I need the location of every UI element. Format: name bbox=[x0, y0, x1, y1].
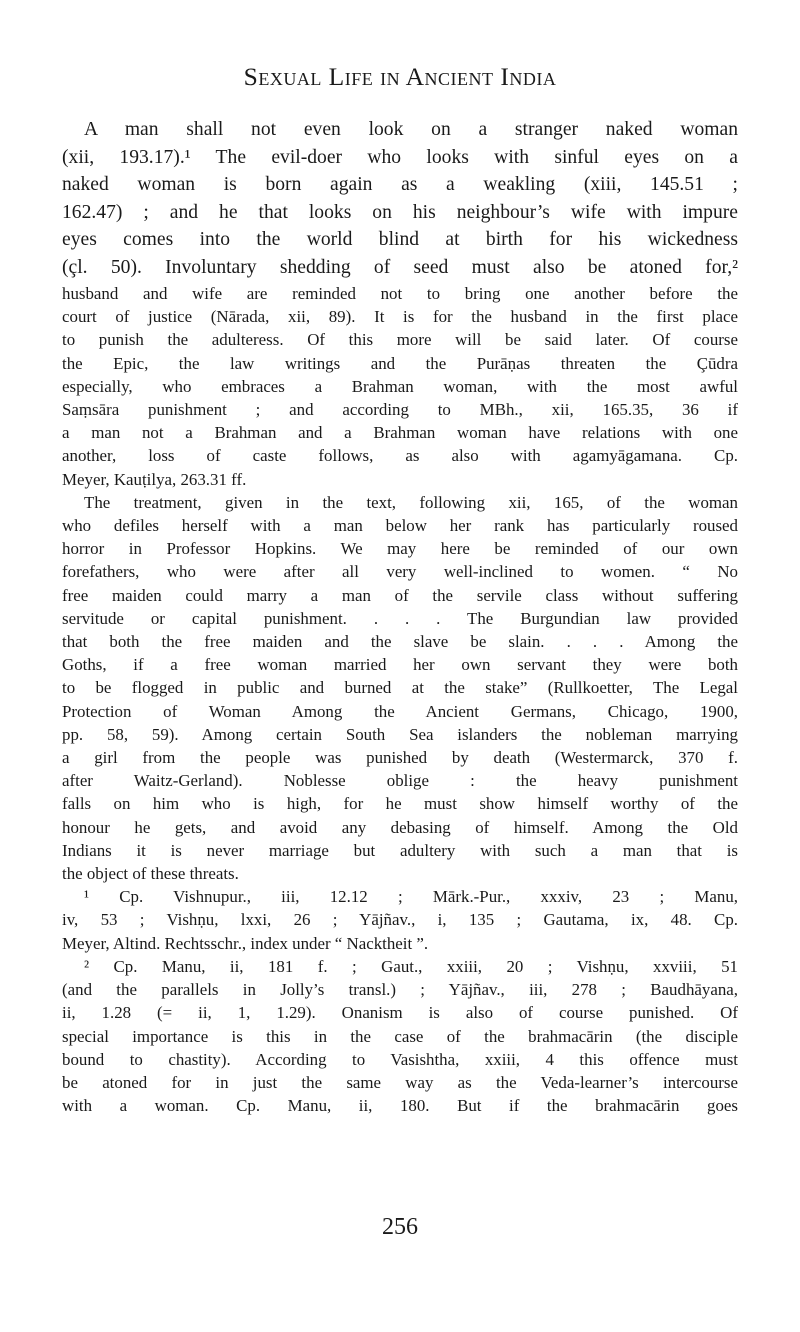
text-line: eyes comes into the world blind at birth for his wickedness bbox=[62, 229, 738, 251]
text-line: the Epic, the law writings and the Purāṇas threaten the Çūdra bbox=[62, 353, 738, 373]
footnote-line: iv, 53 ; Vishṇu, lxxi, 26 ; Yājñav., i, 135 ; Gautama, ix, 48. Cp. bbox=[62, 910, 738, 930]
text-line: Saṃsāra punishment ; and according to MBh., xii, 165.35, 36 if bbox=[62, 400, 738, 420]
footnote-line: Meyer, Altind. Rechtsschr., index under “ Nacktheit ”. bbox=[62, 933, 429, 953]
running-header: Sexual Life in Ancient India bbox=[243, 62, 557, 91]
text-line: who defiles herself with a man below her rank has particularly roused bbox=[62, 516, 738, 536]
footnote-line: bound to chastity). According to Vasishtha, xxiii, 4 this offence must bbox=[62, 1049, 738, 1069]
text-line: Protection of Woman Among the Ancient Germans, Chicago, 1900, bbox=[62, 701, 738, 721]
text-line: honour he gets, and avoid any debasing of himself. Among the Old bbox=[62, 817, 738, 837]
footnote-line: with a woman. Cp. Manu, ii, 180. But if the brahmacārin goes bbox=[62, 1096, 738, 1116]
text-line: especially, who embraces a Brahman woman, with the most awful bbox=[62, 376, 738, 396]
text-line: Indians it is never marriage but adultery with such a man that is bbox=[62, 840, 738, 860]
footnote-line: ii, 1.28 (= ii, 1, 1.29). Onanism is also of course punished. Of bbox=[62, 1003, 738, 1023]
text-line: naked woman is born again as a weakling (xiii, 145.51 ; bbox=[62, 174, 738, 196]
text-line: court of justice (Nārada, xii, 89). It is for the husband in the first place bbox=[62, 307, 738, 327]
footnote-line: ² Cp. Manu, ii, 181 f. ; Gaut., xxiii, 20 ; Vishṇu, xxviii, 51 bbox=[84, 956, 738, 976]
text-line: pp. 58, 59). Among certain South Sea islanders the nobleman marrying bbox=[62, 724, 738, 744]
footnote-line: special importance is this in the case of the brahmacārin (the disciple bbox=[62, 1026, 738, 1046]
text-line: (çl. 50). Involuntary shedding of seed must also be atoned for,² bbox=[62, 256, 738, 278]
continuation-text bbox=[62, 282, 738, 1117]
footnote-line: ¹ Cp. Vishnupur., iii, 12.12 ; Mārk.-Pur., xxxiv, 23 ; Manu, bbox=[84, 887, 738, 907]
text-line: that both the free maiden and the slave be slain. . . . Among the bbox=[62, 632, 738, 652]
text-line: the object of these threats. bbox=[62, 864, 239, 884]
text-line: another, loss of caste follows, as also with agamyāgamana. Cp. bbox=[62, 446, 738, 466]
page-number: 256 bbox=[382, 1214, 418, 1240]
text-line: horror in Professor Hopkins. We may here be reminded of our own bbox=[62, 539, 738, 559]
text-line: husband and wife are reminded not to bring one another before the bbox=[62, 284, 738, 303]
text-line: to be flogged in public and burned at the stake” (Rullkoetter, The Legal bbox=[62, 678, 738, 698]
footnote-line: (and the parallels in Jolly’s transl.) ; Yājñav., iii, 278 ; Baudhāyana, bbox=[62, 980, 738, 1000]
text-line: A man shall not even look on a stranger naked woman bbox=[84, 119, 738, 140]
text-line: forefathers, who were after all very well-inclined to women. “ No bbox=[62, 562, 738, 582]
text-line: a girl from the people was punished by death (Westermarck, 370 f. bbox=[62, 748, 738, 768]
text-line: to punish the adulteress. Of this more will be said later. Of course bbox=[62, 330, 738, 350]
text-line: Goths, if a free woman married her own servant they were both bbox=[62, 655, 738, 675]
text-line: after Waitz-Gerland). Noblesse oblige : the heavy punishment bbox=[62, 771, 738, 791]
main-text bbox=[62, 116, 738, 282]
text-line: a man not a Brahman and a Brahman woman have relations with one bbox=[62, 423, 738, 443]
text-line: 162.47) ; and he that looks on his neighbour’s wife with impure bbox=[62, 201, 738, 223]
text-line: The treatment, given in the text, following xii, 165, of the woman bbox=[84, 492, 738, 512]
text-line: (xii, 193.17).¹ The evil-doer who looks with sinful eyes on a bbox=[62, 146, 738, 168]
text-line: falls on him who is high, for he must show himself worthy of the bbox=[62, 794, 738, 814]
text-line: servitude or capital punishment. . . . The Burgundian law provided bbox=[62, 608, 738, 628]
text-line: Meyer, Kauṭilya, 263.31 ff. bbox=[62, 469, 247, 489]
text-line: free maiden could marry a man of the servile class without suffering bbox=[62, 585, 738, 605]
footnote-line: be atoned for in just the same way as the Veda-learner’s intercourse bbox=[62, 1072, 738, 1092]
